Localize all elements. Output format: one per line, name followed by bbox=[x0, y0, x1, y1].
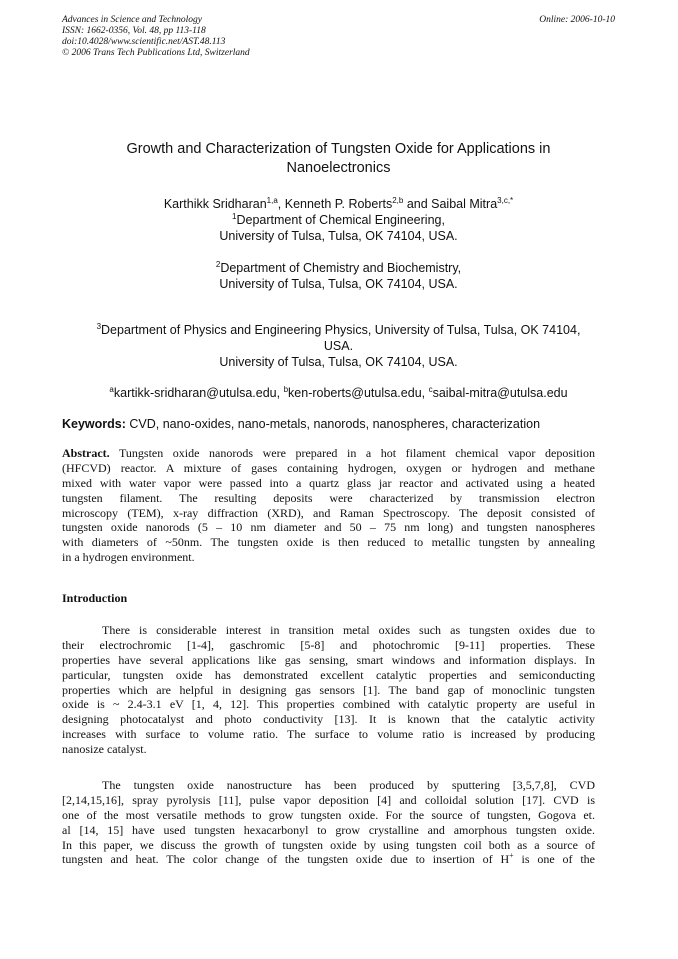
copyright: © 2006 Trans Tech Publications Ltd, Switzerland bbox=[62, 48, 250, 58]
paragraph-line: There is considerable interest in transition metal oxides such as tungsten oxides due to bbox=[102, 623, 595, 637]
intro-paragraph-2 bbox=[62, 778, 595, 867]
affiliation-3 bbox=[62, 322, 615, 370]
section-heading-introduction: Introduction bbox=[62, 591, 128, 605]
aff3-sup: 3 bbox=[96, 322, 102, 331]
paragraph-line: al [14, 15] have used tungsten hexacarbonyl to grow crystalline and amorphous tungsten oxide. bbox=[62, 822, 595, 837]
paragraph-line: oxide is ~ 2.4-3.1 eV [1, 4, 12]. This properties combined with catalytic property are useful in bbox=[62, 697, 595, 712]
aff1-sup: 1 bbox=[232, 212, 237, 221]
paragraph-line: their electrochromic [1-4], gaschromic [5-8] and photochromic [9-11] properties. These bbox=[62, 637, 595, 652]
aff1-line-2: University of Tulsa, Tulsa, OK 74104, USA. bbox=[219, 229, 458, 243]
intro-paragraph-1 bbox=[62, 623, 595, 757]
abstract-line: tungsten oxide nanorods (5 – 10 nm diameter and 50 – 75 nm long) and tungsten nanospheres bbox=[62, 520, 595, 535]
email-c-sup: c bbox=[428, 385, 433, 394]
author-3-sup: 3,c,* bbox=[497, 196, 514, 205]
paragraph-line: nanosize catalyst. bbox=[62, 742, 147, 757]
keywords-text: CVD, nano-oxides, nano-metals, nanorods, nanospheres, characterization bbox=[125, 417, 541, 431]
issn: ISSN: 1662-0356, Vol. 48, pp 113-118 bbox=[62, 26, 206, 36]
email-c: saibal-mitra@utulsa.edu bbox=[432, 386, 568, 400]
abstract-line: with diameters of ~50nm. The tungsten oxide is then reduced to metallic tungsten by annealing bbox=[62, 535, 595, 550]
email-b-sup: b bbox=[283, 385, 289, 394]
h-plus-sup: + bbox=[509, 852, 514, 861]
email-b: ken-roberts@utulsa.edu, bbox=[288, 386, 429, 400]
paragraph-line: particular, tungsten oxide has demonstrated excellent catalytic properties and semiconducting bbox=[62, 667, 595, 682]
author-2: , Kenneth P. Roberts bbox=[277, 197, 393, 211]
paragraph-line: The tungsten oxide nanostructure has been produced by sputtering [3,5,7,8], CVD bbox=[102, 778, 595, 792]
abstract-line: Tungsten oxide nanorods were prepared in a hot filament chemical vapor deposition bbox=[109, 446, 595, 460]
aff3-line-1: Department of Physics and Engineering Physics, University of Tulsa, Tulsa, OK 74104, bbox=[101, 323, 581, 337]
aff2-sup: 2 bbox=[215, 260, 221, 269]
abstract-line: mixed with water vapor were passed into a quartz glass jar reactor and activated using a heated bbox=[62, 475, 595, 490]
author-2-sup: 2,b bbox=[392, 196, 404, 205]
abstract-line: in a hydrogen environment. bbox=[62, 550, 195, 565]
abstract bbox=[62, 446, 595, 565]
journal-name: Advances in Science and Technology bbox=[62, 15, 202, 25]
email-a-sup: a bbox=[109, 385, 114, 394]
author-list bbox=[62, 196, 615, 212]
abstract-line: microscopy (TEM), x-ray diffraction (XRD), and Raman Spectroscopy. The deposit consisted of bbox=[62, 505, 595, 520]
affiliation-2 bbox=[62, 260, 615, 292]
title-line-1: Growth and Characterization of Tungsten Oxide for Applications in bbox=[126, 141, 551, 157]
author-1-sup: 1,a bbox=[266, 196, 278, 205]
journal-header bbox=[62, 15, 615, 59]
aff3-line-3: University of Tulsa, Tulsa, OK 74104, USA. bbox=[219, 355, 458, 369]
author-3: and Saibal Mitra bbox=[403, 197, 498, 211]
abstract-line: tungsten filament. The resulting deposits were characterized by transmission electron bbox=[62, 490, 595, 505]
title-line-2: Nanoelectronics bbox=[286, 160, 391, 176]
paper-title bbox=[62, 140, 615, 178]
email-a: kartikk-sridharan@utulsa.edu, bbox=[113, 386, 284, 400]
paragraph-line: properties have several applications like gas sensing, smart windows and information displays. In bbox=[62, 652, 595, 667]
paragraph-line: one of the most versatile methods to grow tungsten oxide. For the source of tungsten, Gogova et. bbox=[62, 807, 595, 822]
paragraph-text: is one of the bbox=[513, 852, 595, 867]
affiliation-1 bbox=[62, 212, 615, 244]
aff3-line-2: USA. bbox=[323, 339, 354, 353]
aff2-line-2: University of Tulsa, Tulsa, OK 74104, USA. bbox=[219, 277, 458, 291]
abstract-label: Abstract. bbox=[62, 446, 110, 460]
aff1-line-1: Department of Chemical Engineering, bbox=[236, 213, 445, 227]
paragraph-line bbox=[62, 852, 595, 867]
online-date: Online: 2006-10-10 bbox=[539, 15, 615, 25]
paragraph-line: In this paper, we discuss the growth of tungsten oxide by using tungsten coil both as a source of bbox=[62, 837, 595, 852]
author-1: Karthikk Sridharan bbox=[163, 197, 267, 211]
keywords bbox=[62, 416, 615, 432]
paragraph-line: designing photocatalyst and photo conductivity [13]. It is known that the catalytic activity bbox=[62, 712, 595, 727]
journal-info bbox=[62, 15, 615, 59]
paragraph-line: [2,14,15,16], spray pyrolysis [11], pulse vapor deposition [4] and colloidal solution [17]. CVD is bbox=[62, 792, 595, 807]
author-emails bbox=[62, 385, 615, 401]
paragraph-line: properties which are helpful in designing gas sensors [1]. The band gap of monoclinic tungsten bbox=[62, 682, 595, 697]
paragraph-line: increases with surface to volume ratio. The surface to volume ratio is increased by producing bbox=[62, 727, 595, 742]
abstract-line: (HFCVD) reactor. A mixture of gases containing hydrogen, oxygen or hydrogen and methane bbox=[62, 460, 595, 475]
keywords-label: Keywords: bbox=[62, 417, 126, 431]
paragraph-text: tungsten and heat. The color change of the tungsten oxide due to insertion of H bbox=[62, 852, 510, 867]
aff2-line-1: Department of Chemistry and Biochemistry, bbox=[220, 261, 462, 275]
doi: doi:10.4028/www.scientific.net/AST.48.113 bbox=[62, 37, 226, 47]
